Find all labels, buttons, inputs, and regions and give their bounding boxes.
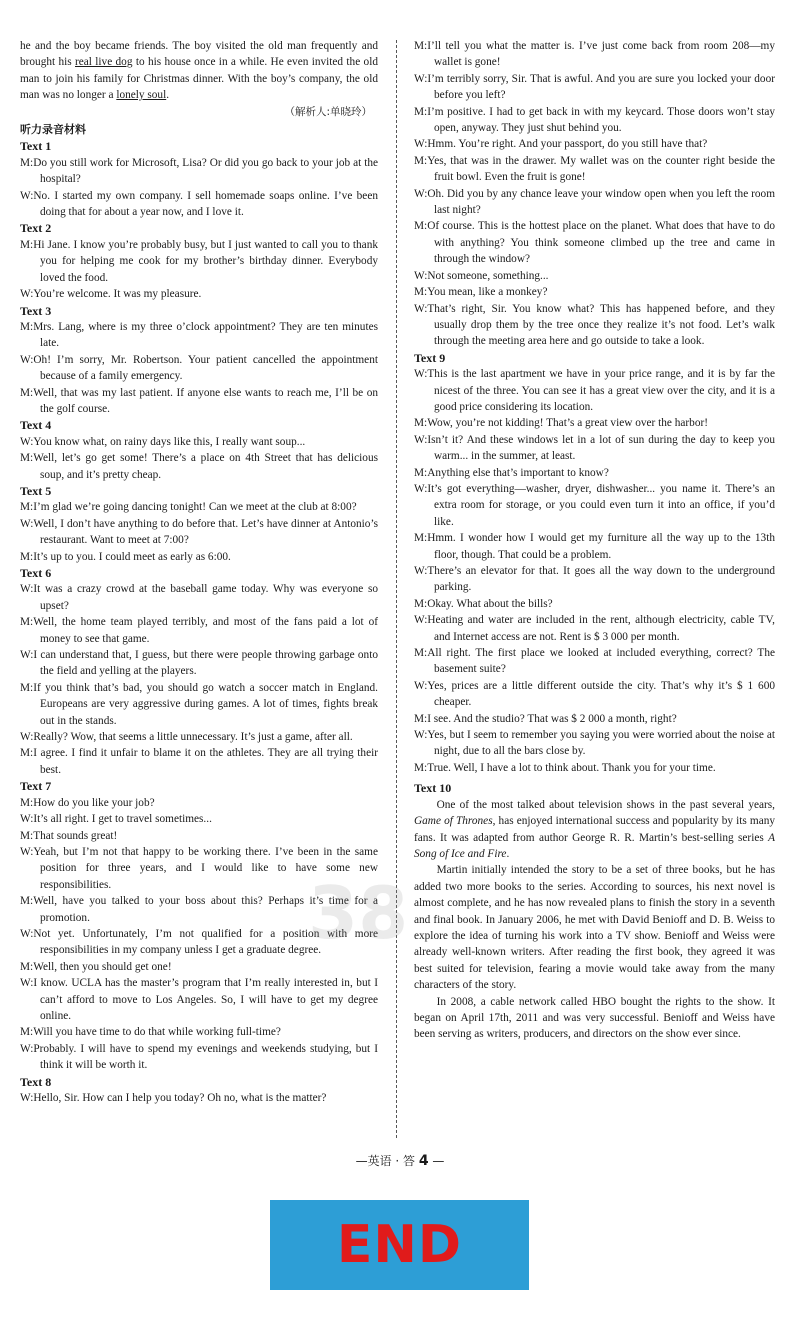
- line-text: Not yet. Unfortunately, I’m not qualified for a position with more responsibilities in my company unless I get a graduate degree.: [33, 927, 378, 957]
- line-text: Yes, but I seem to remember you saying you were worried about the noise at night, due to all the bars close by.: [427, 729, 775, 758]
- text-heading: Text 1: [20, 139, 52, 154]
- dialogue-line: [414, 563, 775, 596]
- line-text: Oh. Did you by any chance leave your window open when you left the room last night?: [427, 187, 775, 217]
- text10-paragraph-1: One of the most talked about television shows in the past several years, Game of Thrones, has enjoyed international success and popularity by its many fans. It was adapted from author George R. R. Martin’s best-selling series A Song of Ice and Fire.: [414, 798, 775, 860]
- intro-text-1: he and the boy became friends. The boy visited the old man frequently and brought his: [20, 40, 378, 69]
- speaker-label: M:: [20, 796, 34, 809]
- show-title: Game of Thrones: [414, 815, 493, 828]
- line-text: Mrs. Lang, where is my three o’clock appointment? They are ten minutes late.: [33, 320, 378, 350]
- book-title: A Song of Ice and Fire: [414, 831, 775, 860]
- line-text: True. Well, I have a lot to think about. Thank you for your time.: [427, 761, 716, 774]
- end-label: END: [336, 1215, 463, 1275]
- line-text: Well, let’s go get some! There’s a place on 4th Street that has delicious soup, and it’s pretty cheap.: [33, 452, 378, 481]
- speaker-label: M:: [20, 747, 34, 760]
- speaker-label: W:: [414, 302, 428, 315]
- intro-text-3: .: [166, 89, 170, 102]
- speaker-label: M:: [20, 681, 34, 694]
- line-text: I’m terribly sorry, Sir. That is awful. And you are sure you locked your door before you left?: [427, 72, 775, 102]
- line-text: Well, then you should get one!: [33, 960, 172, 973]
- line-text: That’s right, Sir. You know what? This has happened before, and they usually drop them by the tree once they realize it’s not food. Let’s walk through the meeting area here and go outside to take a look.: [427, 302, 775, 348]
- line-text: It was a crazy crowd at the baseball game today. Why was everyone so upset?: [33, 583, 378, 612]
- line-text: This is the last apartment we have in your price range, and it is by far the nicest of the three. You can see it has a great view over the city, and it is a good price considering its location.: [427, 368, 775, 413]
- text-heading: Text 3: [20, 303, 52, 318]
- line-text: Yes, prices are a little different outside the city. That’s why it’s $ 1 600 cheaper.: [427, 679, 775, 709]
- line-text: Hmm. I wonder how I would get my furniture all the way up to the 13th floor, though. That could be a problem.: [427, 532, 775, 561]
- dialogue-line: [414, 104, 775, 137]
- dialogue-line: [20, 450, 378, 483]
- dialogue-line: [20, 516, 378, 549]
- speaker-label: W:: [414, 368, 428, 381]
- dialogue-line: [20, 844, 378, 893]
- line-text: All right. The first place we looked at included everything, correct? The basement suite?: [427, 647, 775, 676]
- line-text: It’s up to you. I could meet as early as 6:00.: [33, 550, 231, 563]
- speaker-label: W:: [20, 845, 34, 858]
- line-text: Do you still work for Microsoft, Lisa? Or did you go back to your job at the hospital?: [33, 156, 378, 186]
- dialogue-line: [20, 352, 378, 385]
- line-text: Not someone, something...: [427, 269, 549, 282]
- left-column: [20, 38, 378, 1106]
- dialogue-line: [20, 1024, 378, 1040]
- dialogue-line: [20, 745, 378, 778]
- speaker-label: M:: [20, 386, 34, 399]
- dialogue-block: [414, 350, 775, 777]
- speaker-label: M:: [414, 712, 428, 725]
- dialogue-block: [20, 417, 378, 483]
- speaker-label: M:: [20, 156, 34, 169]
- dialogue-line: [414, 481, 775, 530]
- dialogue-line: [20, 959, 378, 975]
- line-text: Hmm. You’re right. And your passport, do you still have that?: [427, 138, 708, 151]
- line-text: You know what, on rainy days like this, I really want soup...: [33, 435, 306, 448]
- underlined-phrase-1: real live dog: [75, 56, 133, 69]
- line-text: Yeah, but I’m not that happy to be working there. I’ve been in the same position for three years, and I would like to have some new responsibilities.: [33, 845, 378, 891]
- line-text: I’m positive. I had to get back in with my keycard. Those doors won’t stay open, anyway. They just shut behind you.: [427, 105, 775, 135]
- speaker-label: W:: [20, 1092, 34, 1104]
- speaker-label: M:: [414, 154, 428, 167]
- line-text: You mean, like a monkey?: [427, 286, 548, 299]
- column-divider: [396, 40, 397, 1138]
- dialogue-line: [414, 530, 775, 563]
- line-text: There’s an elevator for that. It goes all the way down to the underground parking.: [427, 565, 775, 594]
- speaker-label: W:: [414, 187, 428, 200]
- speaker-label: M:: [20, 895, 34, 908]
- speaker-label: M:: [414, 761, 428, 774]
- svg-text:38: 38: [308, 871, 409, 955]
- line-text: Yes, that was in the drawer. My wallet was on the counter right beside the fruit bowl. Even the fruit is gone!: [427, 154, 775, 184]
- line-text: Well, the home team played terribly, and most of the fans paid a lot of money to see that game.: [33, 616, 378, 645]
- speaker-label: W:: [20, 977, 34, 990]
- speaker-label: W:: [20, 927, 34, 940]
- dialogue-line: [20, 385, 378, 418]
- text10-block: [414, 780, 775, 1043]
- line-text: Oh! I’m sorry, Mr. Robertson. Your patient cancelled the appointment because of a family emergency.: [33, 353, 378, 383]
- line-text: Will you have time to do that while working full-time?: [33, 1026, 281, 1039]
- speaker-label: M:: [414, 532, 428, 545]
- dialogue-line: [414, 432, 775, 465]
- intro-text-2: to his house once in a while. He even invited the old man to join his family for Christmas dinner. With the boy’s company, the old man was no longer a: [20, 56, 378, 102]
- line-text: Well, have you talked to your boss about this? Perhaps it’s time for a promotion.: [33, 895, 378, 924]
- line-text: You’re welcome. It was my pleasure.: [33, 288, 202, 301]
- dialogue-line: [20, 286, 378, 302]
- speaker-label: W:: [414, 614, 428, 627]
- text-heading: Text 9: [414, 350, 446, 365]
- speaker-label: W:: [20, 435, 34, 448]
- line-text: I’ll tell you what the matter is. I’ve just come back from room 208—my wallet is gone!: [427, 40, 775, 69]
- dialogue-line: [414, 711, 775, 727]
- dialogue-block: [20, 778, 378, 1073]
- dialogue-line: [414, 38, 775, 71]
- line-text: Hi Jane. I know you’re probably busy, but I just wanted to call you to thank you for helping me cook for my brother’s birthday dinner. Everybody loved the food.: [33, 238, 378, 284]
- dialogue-line: [20, 499, 378, 515]
- line-text: I see. And the studio? That was $ 2 000 a month, right?: [427, 712, 677, 725]
- dialogue-line: [20, 1090, 378, 1106]
- dialogue-line: [414, 136, 775, 152]
- speaker-label: W:: [20, 517, 34, 530]
- dialogue-line: [20, 581, 378, 614]
- dialogue-block: [20, 565, 378, 778]
- line-text: How do you like your job?: [33, 796, 155, 809]
- dialogue-line: [20, 237, 378, 286]
- speaker-label: M:: [20, 452, 34, 465]
- dialogue-line: [20, 828, 378, 844]
- line-text: I can understand that, I guess, but there were people throwing garbage onto the field and yelling at the players.: [33, 649, 378, 678]
- left-dialogues: [20, 138, 378, 1106]
- dialogue-line: [20, 155, 378, 188]
- speaker-label: M:: [20, 238, 34, 251]
- intro-paragraph: [20, 38, 378, 104]
- speaker-label: W:: [414, 433, 428, 446]
- dialogue-line: [20, 549, 378, 565]
- dialogue-line: [414, 415, 775, 431]
- speaker-label: W:: [20, 813, 34, 826]
- speaker-label: W:: [20, 353, 34, 366]
- line-text: It’s all right. I get to travel sometimes...: [33, 813, 212, 826]
- line-text: Probably. I will have to spend my evenings and weekends studying, but I think it will be worth it.: [33, 1042, 378, 1072]
- line-text: Isn’t it? And these windows let in a lot of sun during the day to keep you warm... in the summer, at least.: [427, 433, 775, 463]
- speaker-label: W:: [414, 482, 428, 495]
- dialogue-line: [20, 729, 378, 745]
- line-text: Really? Wow, that seems a little unnecessary. It’s just a game, after all.: [33, 731, 353, 744]
- line-text: Of course. This is the hottest place on the planet. What does that have to do with anything? You think someone climbed up the tree and came in through the window?: [427, 220, 775, 266]
- dialogue-line: [414, 727, 775, 760]
- dialogue-line: [20, 795, 378, 811]
- dialogue-line: [414, 678, 775, 711]
- text-heading: Text 6: [20, 566, 52, 580]
- speaker-label: W:: [414, 72, 428, 85]
- speaker-label: M:: [20, 550, 34, 563]
- speaker-label: M:: [414, 466, 428, 479]
- underlined-phrase-2: lonely soul: [116, 89, 167, 102]
- line-text: I agree. I find it unfair to blame it on the athletes. They are all trying their best.: [33, 747, 378, 776]
- line-text: If you think that’s bad, you should go watch a soccer match in England. Europeans are very aggressive during games. A lot of times, fights break out in the stands.: [33, 681, 378, 727]
- speaker-label: M:: [20, 829, 34, 842]
- speaker-label: W:: [20, 288, 34, 301]
- dialogue-line: [414, 284, 775, 300]
- line-text: Hello, Sir. How can I help you today? Oh no, what is the matter?: [33, 1092, 327, 1104]
- dialogue-line: [414, 645, 775, 678]
- speaker-label: W:: [414, 679, 428, 692]
- text10-paragraph-3: In 2008, a cable network called HBO bought the rights to the show. It began on April 17th, 2011 and was very successful. Benioff and Weiss have been serving as writers, producers, and directors on the show ever since.: [414, 995, 775, 1041]
- dialogue-line: [20, 926, 378, 959]
- line-text: Anything else that’s important to know?: [427, 466, 609, 479]
- analyst-signature: （解析人:单晓玲）: [284, 105, 372, 118]
- dialogue-line: [20, 975, 378, 1024]
- speaker-label: M:: [414, 286, 428, 299]
- speaker-label: M:: [414, 105, 428, 118]
- text-heading: Text 4: [20, 418, 52, 433]
- line-text: No. I started my own company. I sell homemade soaps online. I’ve been doing that for about a year now, and I love it.: [33, 189, 378, 219]
- speaker-label: W:: [20, 583, 34, 596]
- speaker-label: W:: [414, 138, 428, 151]
- section-title: 听力录音材料: [20, 123, 86, 137]
- speaker-label: M:: [414, 647, 428, 660]
- line-text: Okay. What about the bills?: [427, 597, 553, 610]
- page-footer: —英语 · 答 4 —: [355, 1153, 445, 1169]
- dialogue-line: [414, 153, 775, 186]
- speaker-label: M:: [20, 616, 34, 629]
- dialogue-block: [20, 303, 378, 418]
- speaker-label: W:: [20, 649, 34, 662]
- speaker-label: W:: [20, 189, 34, 202]
- dialogue-line: [414, 760, 775, 776]
- line-text: Well, I don’t have anything to do before that. Let’s have dinner at Antonio’s restaurant. Want to meet at 7:00?: [33, 517, 378, 547]
- speaker-label: W:: [414, 269, 428, 282]
- text-heading: Text 10: [414, 781, 452, 796]
- page-number: 4: [418, 1153, 429, 1169]
- speaker-label: M:: [20, 320, 34, 333]
- dialogue-line: [20, 319, 378, 352]
- text10-paragraph-2: Martin initially intended the story to be a set of three books, but he has added two more books to the series. According to sources, his next novel is almost complete, and he has now revealed plans to finish the story in a seventh and final book. In January 2006, he met with David Benioff and D. B. Weiss to explore the idea of turning his work into a TV show. Benioff and Weiss were already well-known writers. After reading the first book, they agreed it was best suited for television, fearing a movie would take away from the many characters of the story.: [414, 864, 775, 992]
- dialogue-line: [20, 647, 378, 680]
- dialogue-line: [20, 1041, 378, 1074]
- speaker-label: M:: [414, 417, 428, 430]
- line-text: I know. UCLA has the master’s program that I’m really interested in, but I can’t afford to move to Los Angeles. So, I will have to get my degree online.: [33, 977, 378, 1022]
- dialogue-line: [20, 614, 378, 647]
- dialogue-block: [20, 220, 378, 302]
- right-column: [414, 38, 775, 1043]
- speaker-label: M:: [414, 220, 428, 233]
- text-heading: Text 7: [20, 779, 52, 794]
- text-heading: Text 5: [20, 483, 52, 498]
- speaker-label: M:: [20, 501, 34, 514]
- dialogue-line: [20, 893, 378, 926]
- speaker-label: W:: [20, 731, 34, 744]
- speaker-label: W:: [414, 565, 428, 577]
- speaker-label: M:: [20, 960, 34, 973]
- text-heading: Text 2: [20, 221, 52, 236]
- speaker-label: M:: [20, 1026, 34, 1039]
- dialogue-line: [20, 680, 378, 729]
- right-dialogues: [414, 38, 775, 776]
- line-text: It’s got everything—washer, dryer, dishwasher... you name it. There’s an extra room for storage, or you could even turn it into an office, if you’d like.: [427, 482, 775, 528]
- dialogue-block-continued: [414, 38, 775, 350]
- line-text: I’m glad we’re going dancing tonight! Can we meet at the club at 8:00?: [33, 501, 357, 514]
- speaker-label: M:: [414, 40, 428, 52]
- dialogue-block: [20, 138, 378, 220]
- line-text: That sounds great!: [33, 829, 118, 842]
- speaker-label: M:: [414, 597, 428, 610]
- text-heading: Text 8: [20, 1074, 52, 1089]
- dialogue-line: [414, 71, 775, 104]
- line-text: Well, that was my last patient. If anyone else wants to reach me, I’ll be on the golf course.: [33, 386, 378, 415]
- dialogue-line: [20, 811, 378, 827]
- line-text: Wow, you’re not kidding! That’s a great view over the harbor!: [427, 417, 708, 430]
- dialogue-line: [414, 612, 775, 645]
- dialogue-line: [414, 301, 775, 350]
- speaker-label: W:: [20, 1042, 34, 1055]
- dialogue-line: [414, 218, 775, 267]
- dialogue-line: [20, 434, 378, 450]
- end-banner: [270, 1200, 529, 1290]
- dialogue-line: [414, 268, 775, 284]
- dialogue-line: [414, 465, 775, 481]
- dialogue-line: [20, 188, 378, 221]
- speaker-label: W:: [414, 729, 428, 742]
- dialogue-line: [414, 186, 775, 219]
- dialogue-line: [414, 366, 775, 415]
- dialogue-block: [20, 483, 378, 565]
- dialogue-line: [414, 596, 775, 612]
- line-text: Heating and water are included in the rent, although electricity, cable TV, and Internet access are not. Rent is $ 3 000 per month.: [427, 614, 775, 643]
- dialogue-block: [20, 1074, 378, 1107]
